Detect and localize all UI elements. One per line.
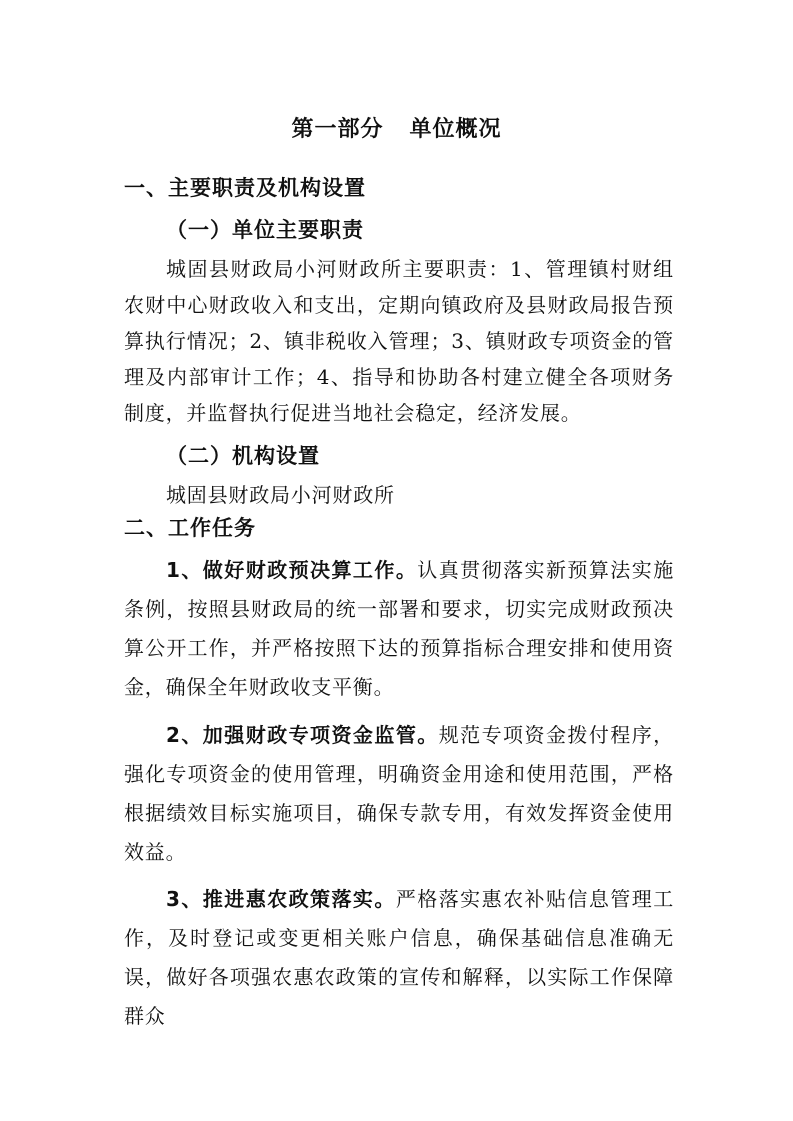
page-title bbox=[0, 112, 793, 143]
task-item-3-lead: 3、推进惠农政策落实。 bbox=[166, 887, 396, 911]
title-name: 单位概况 bbox=[409, 117, 502, 142]
section1-heading: 一、主要职责及机构设置 bbox=[124, 176, 366, 200]
section1-sub1-heading: （一）单位主要职责 bbox=[166, 218, 364, 242]
task-item-3 bbox=[124, 880, 674, 1036]
section1-sub2-heading: （二）机构设置 bbox=[166, 444, 320, 468]
title-part: 第一部分 bbox=[291, 117, 384, 142]
task-item-1 bbox=[124, 551, 674, 707]
section2-heading: 二、工作任务 bbox=[124, 516, 256, 540]
task-item-1-lead: 1、做好财政预决算工作。 bbox=[166, 558, 418, 582]
task-item-2-text: 规范专项资金拨付程序，强化专项资金的使用管理，明确资金用途和使用范围，严格根据绩效目标实施项目，确保专款专用，有效发挥资金使用效益。 bbox=[124, 723, 674, 864]
task-item-3-text: 严格落实惠农补贴信息管理工作，及时登记或变更相关账户信息，确保基础信息准确无误，做好各项强农惠农政策的宣传和解释，以实际工作保障群众 bbox=[124, 887, 675, 1028]
section1-sub2-text: 城固县财政局小河财政所 bbox=[166, 483, 395, 507]
section1-sub1-paragraph: 城固县财政局小河财政所主要职责：1、管理镇村财组农财中心财政收入和支出，定期向镇政府及县财政局报告预算执行情况；2、镇非税收入管理；3、镇财政专项资金的管理及内部审计工作；4、指导和协助各村建立健全各项财务制度，并监督执行促进当地社会稳定，经济发展。 bbox=[124, 257, 674, 425]
task-item-2 bbox=[124, 716, 674, 872]
task-item-1-text: 认真贯彻落实新预算法实施条例，按照县财政局的统一部署和要求，切实完成财政预决算公开工作，并严格按照下达的预算指标合理安排和使用资金，确保全年财政收支平衡。 bbox=[124, 558, 674, 699]
task-item-2-lead: 2、加强财政专项资金监管。 bbox=[166, 723, 439, 747]
